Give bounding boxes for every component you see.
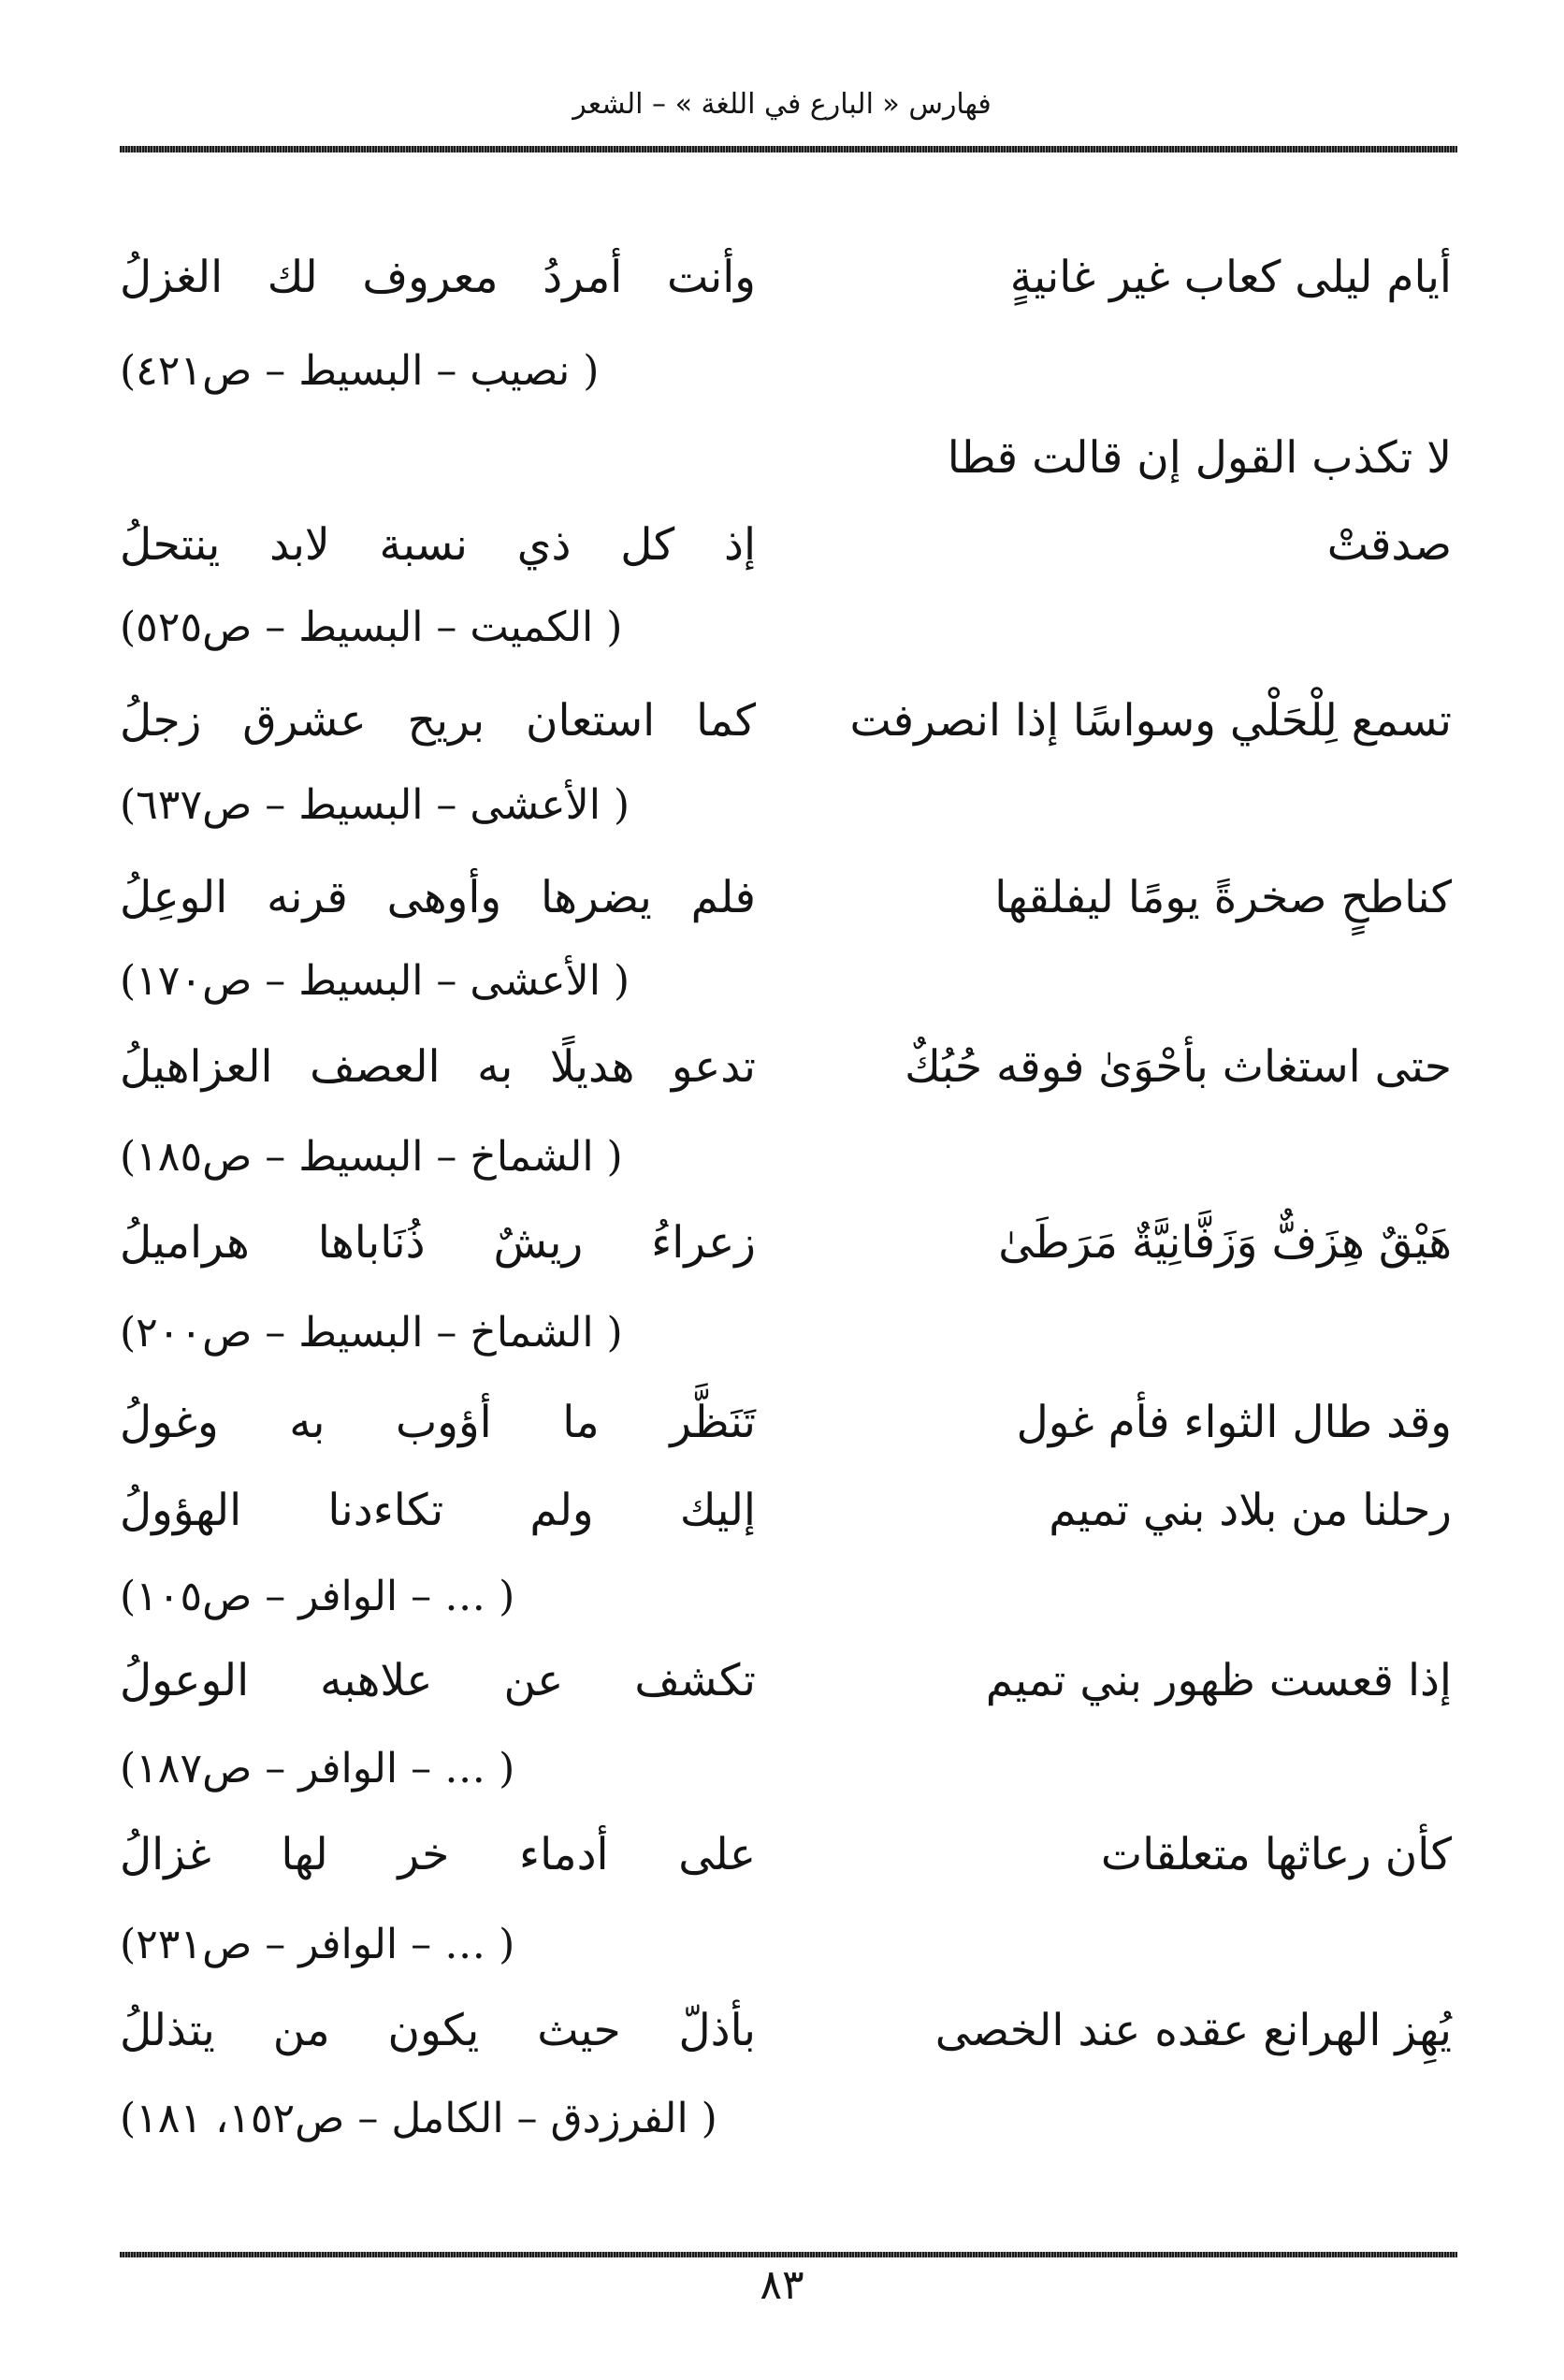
- verse-second-hemistich: تدعو هديلًا به العصف العزاهيلُ: [120, 1041, 756, 1093]
- verse-second-hemistich: إليك ولم تكاءدنا الهؤولُ: [120, 1485, 756, 1536]
- verse-first-hemistich: كناطحٍ صخرةً يومًا ليفلقها: [994, 872, 1452, 923]
- verse-second-hemistich: وأنت أمردُ معروف لك الغزلُ: [120, 252, 756, 303]
- page-number: ٨٣: [760, 2261, 804, 2309]
- verse-first-hemistich: حتى استغاث بأحْوَىٰ فوقه حُبُكٌ: [905, 1041, 1452, 1093]
- verse-first-hemistich: هَيْقٌ هِزَفٌّ وَزَفَّانِيَّةٌ مَرَطَىٰ: [998, 1217, 1452, 1269]
- verse-first-hemistich: تسمع لِلْحَلْي وسواسًا إذا انصرفت: [849, 695, 1452, 747]
- verse-second-hemistich: زعراءُ ريشٌ ذُنَاباها هراميلُ: [120, 1217, 756, 1269]
- verse-second-hemistich: إذ كل ذي نسبة لابد ينتحلُ: [120, 519, 756, 571]
- verse-second-hemistich: كما استعان بريح عشرق زجلُ: [120, 695, 756, 747]
- verse-second-hemistich: على أدماء خر لها غزالُ: [120, 1829, 756, 1880]
- verse-source: ( الشماخ – البسيط – ص١٨٥): [120, 1133, 623, 1181]
- verse-second-hemistich: بأذلّ حيث يكون من يتذللُ: [120, 2005, 756, 2056]
- verse-source: ( … – الوافر – ص١٨٧): [120, 1745, 515, 1792]
- verse-first-hemistich: يُهِز الهرانع عقده عند الخصى: [934, 2005, 1452, 2056]
- verse-source: ( نصيب – البسيط – ص٤٢١): [120, 347, 600, 395]
- verse-first-hemistich: لا تكذب القول إن قالت قطا: [947, 432, 1452, 484]
- verse-first-hemistich-continued: صدقتْ: [1326, 519, 1452, 571]
- verse-source: ( الكميت – البسيط – ص٥٢٥): [120, 603, 623, 651]
- verse-source: ( الفرزدق – الكامل – ص١٥٢، ١٨١): [120, 2095, 717, 2142]
- verse-first-hemistich: رحلنا من بلاد بني تميم: [1049, 1485, 1452, 1536]
- verse-source: ( الشماخ – البسيط – ص٢٠٠): [120, 1309, 623, 1357]
- running-header: فهارس « البارع في اللغة » – الشعر: [572, 88, 992, 121]
- verse-source: ( … – الوافر – ص٢٣١): [120, 1921, 515, 1968]
- verse-source: ( الأعشى – البسيط – ص١٧٠): [120, 957, 630, 1005]
- verse-source: ( … – الوافر – ص١٠٥): [120, 1573, 515, 1620]
- verse-second-hemistich: فلم يضرها وأوهى قرنه الوعِلُ: [120, 872, 756, 923]
- verse-second-hemistich: تَنَظَّر ما أؤوب به وغولُ: [120, 1397, 756, 1448]
- verse-source: ( الأعشى – البسيط – ص٦٣٧): [120, 781, 630, 829]
- verse-first-hemistich: وقد طال الثواء فأم غول: [1016, 1397, 1452, 1448]
- verse-first-hemistich: إذا قعست ظهور بني تميم: [985, 1655, 1452, 1706]
- verse-second-hemistich: تكشف عن علاهبه الوعولُ: [120, 1655, 756, 1706]
- verse-first-hemistich: كأن رعاثها متعلقات: [1100, 1829, 1452, 1880]
- verse-first-hemistich: أيام ليلى كعاب غير غانيةٍ: [1009, 252, 1452, 303]
